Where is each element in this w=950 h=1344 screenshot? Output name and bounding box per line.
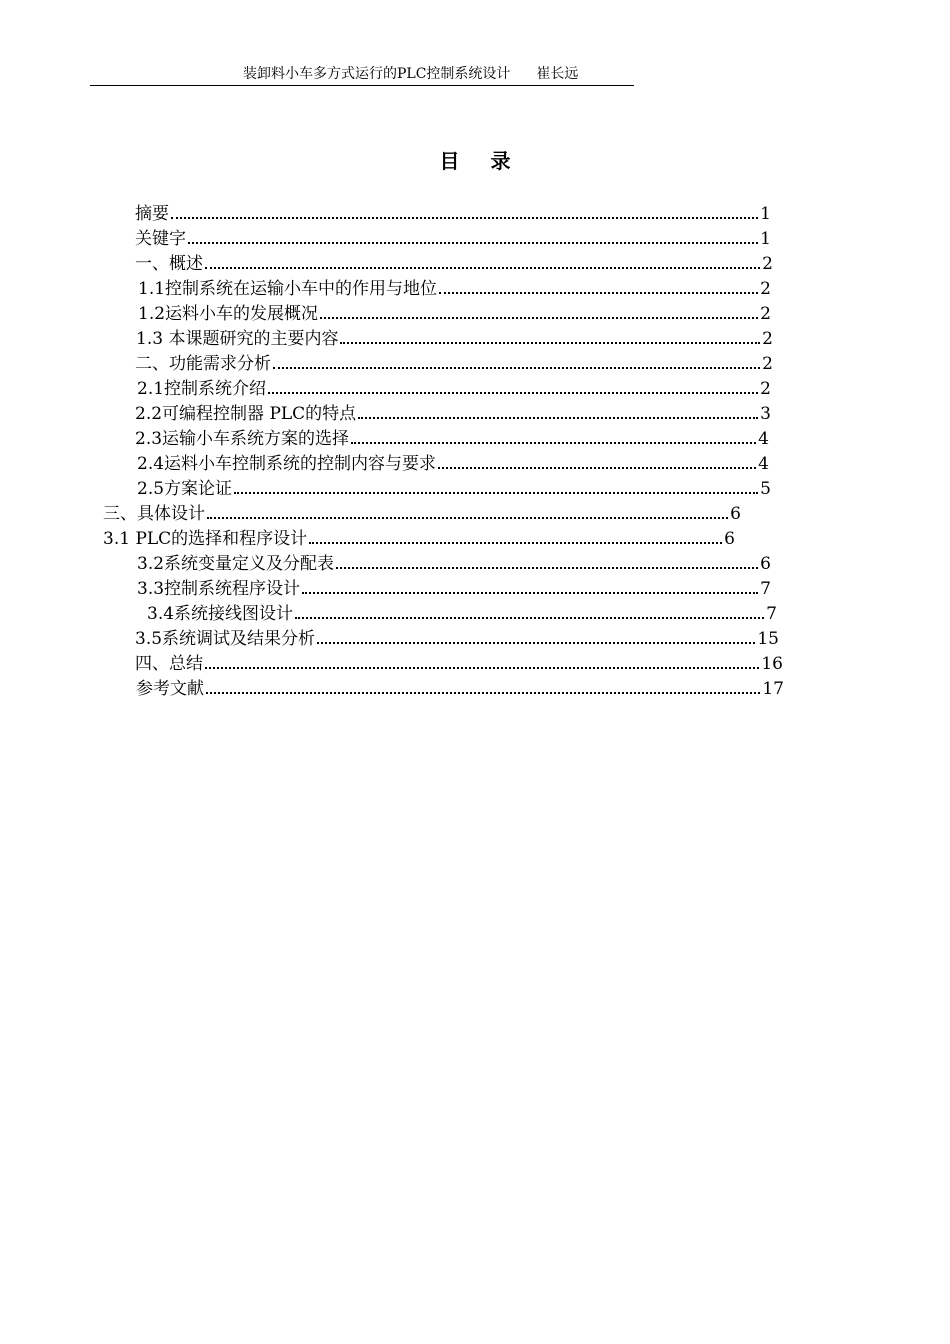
toc-entry-label: 2.2可编程控制器 PLC的特点 bbox=[135, 404, 357, 424]
toc-entry-abstract[interactable] bbox=[135, 200, 771, 225]
toc-entry-2-3[interactable] bbox=[135, 425, 769, 450]
toc-leader bbox=[438, 467, 756, 469]
toc-leader bbox=[340, 342, 760, 344]
toc-entry-page: 2 bbox=[762, 354, 773, 374]
toc-leader bbox=[273, 367, 760, 369]
toc-leader bbox=[188, 242, 758, 244]
toc-entry-3-1[interactable] bbox=[103, 525, 735, 550]
toc-entry-overview[interactable] bbox=[135, 250, 773, 275]
toc-entry-page: 2 bbox=[762, 254, 773, 274]
toc-entry-2-5[interactable] bbox=[137, 475, 771, 500]
toc-entry-label: 参考文献 bbox=[136, 679, 204, 699]
toc-leader bbox=[205, 667, 759, 669]
toc-entry-2-1[interactable] bbox=[137, 375, 771, 400]
toc-entry-page: 15 bbox=[757, 629, 779, 649]
toc-entry-page: 7 bbox=[760, 579, 771, 599]
toc-entry-page: 2 bbox=[760, 279, 771, 299]
toc-entry-3-3[interactable] bbox=[137, 575, 771, 600]
toc-entry-page: 4 bbox=[758, 429, 769, 449]
toc-entry-label: 1.2运料小车的发展概况 bbox=[138, 304, 319, 324]
toc-entry-label: 3.1 PLC的选择和程序设计 bbox=[103, 529, 308, 549]
toc-entry-1-1[interactable] bbox=[138, 275, 771, 300]
toc-leader bbox=[320, 317, 758, 319]
toc-entry-label: 3.2系统变量定义及分配表 bbox=[137, 554, 335, 574]
toc-entry-label: 四、总结 bbox=[135, 654, 203, 674]
toc-entry-page: 6 bbox=[760, 554, 771, 574]
toc-entry-3-2[interactable] bbox=[137, 550, 771, 575]
toc-entry-label: 关键字 bbox=[135, 229, 186, 249]
toc-leader bbox=[439, 292, 758, 294]
toc-entry-page: 3 bbox=[760, 404, 771, 424]
toc-entry-design[interactable] bbox=[103, 500, 741, 525]
toc-entry-label: 二、功能需求分析 bbox=[135, 354, 271, 374]
toc-entry-page: 2 bbox=[762, 329, 773, 349]
toc-entry-page: 6 bbox=[724, 529, 735, 549]
toc-leader bbox=[351, 442, 756, 444]
toc-entry-page: 6 bbox=[730, 504, 741, 524]
toc-entry-page: 7 bbox=[766, 604, 777, 624]
toc-entry-3-5[interactable] bbox=[135, 625, 779, 650]
toc-leader bbox=[317, 642, 755, 644]
toc-heading: 目 录 bbox=[439, 149, 523, 173]
toc-entry-label: 一、概述 bbox=[135, 254, 203, 274]
toc-leader bbox=[295, 617, 764, 619]
toc-entry-label: 2.3运输小车系统方案的选择 bbox=[135, 429, 350, 449]
toc-entry-label: 2.4运料小车控制系统的控制内容与要求 bbox=[137, 454, 437, 474]
toc-entry-label: 3.5系统调试及结果分析 bbox=[135, 629, 316, 649]
toc-entry-label: 3.4系统接线图设计 bbox=[147, 604, 294, 624]
toc-entry-label: 2.5方案论证 bbox=[137, 479, 233, 499]
toc-leader bbox=[207, 517, 728, 519]
toc-entry-label: 1.1控制系统在运输小车中的作用与地位 bbox=[138, 279, 438, 299]
toc-leader bbox=[205, 267, 760, 269]
toc-entry-label: 2.1控制系统介绍 bbox=[137, 379, 267, 399]
toc-leader bbox=[206, 692, 760, 694]
toc-entry-label: 三、具体设计 bbox=[103, 504, 205, 524]
toc-leader bbox=[171, 217, 758, 219]
toc-entry-keywords[interactable] bbox=[135, 225, 771, 250]
toc-leader bbox=[268, 392, 758, 394]
toc-entry-page: 1 bbox=[760, 204, 771, 224]
toc-entry-page: 17 bbox=[762, 679, 784, 699]
toc-entry-label: 摘要 bbox=[135, 204, 169, 224]
toc-entry-references[interactable] bbox=[136, 675, 784, 700]
toc-leader bbox=[234, 492, 758, 494]
toc-entry-requirements[interactable] bbox=[135, 350, 773, 375]
toc-entry-2-2[interactable] bbox=[135, 400, 771, 425]
toc-entry-page: 2 bbox=[760, 379, 771, 399]
toc-entry-summary[interactable] bbox=[135, 650, 783, 675]
header-title: 装卸料小车多方式运行的PLC控制系统设计 bbox=[243, 66, 511, 82]
toc-entry-1-2[interactable] bbox=[138, 300, 771, 325]
toc-entry-page: 2 bbox=[760, 304, 771, 324]
toc-leader bbox=[358, 417, 758, 419]
toc-entry-1-3[interactable] bbox=[136, 325, 773, 350]
toc-entry-2-4[interactable] bbox=[137, 450, 769, 475]
toc-entry-label: 1.3 本课题研究的主要内容 bbox=[136, 329, 339, 349]
toc-entry-3-4[interactable] bbox=[147, 600, 777, 625]
toc-entry-page: 16 bbox=[761, 654, 783, 674]
header-author: 崔长远 bbox=[536, 66, 579, 82]
toc-leader bbox=[302, 592, 758, 594]
toc-entry-page: 5 bbox=[760, 479, 771, 499]
toc-entry-label: 3.3控制系统程序设计 bbox=[137, 579, 301, 599]
toc-entry-page: 1 bbox=[760, 229, 771, 249]
toc-entry-page: 4 bbox=[758, 454, 769, 474]
toc-leader bbox=[309, 542, 722, 544]
toc-leader bbox=[336, 567, 758, 569]
